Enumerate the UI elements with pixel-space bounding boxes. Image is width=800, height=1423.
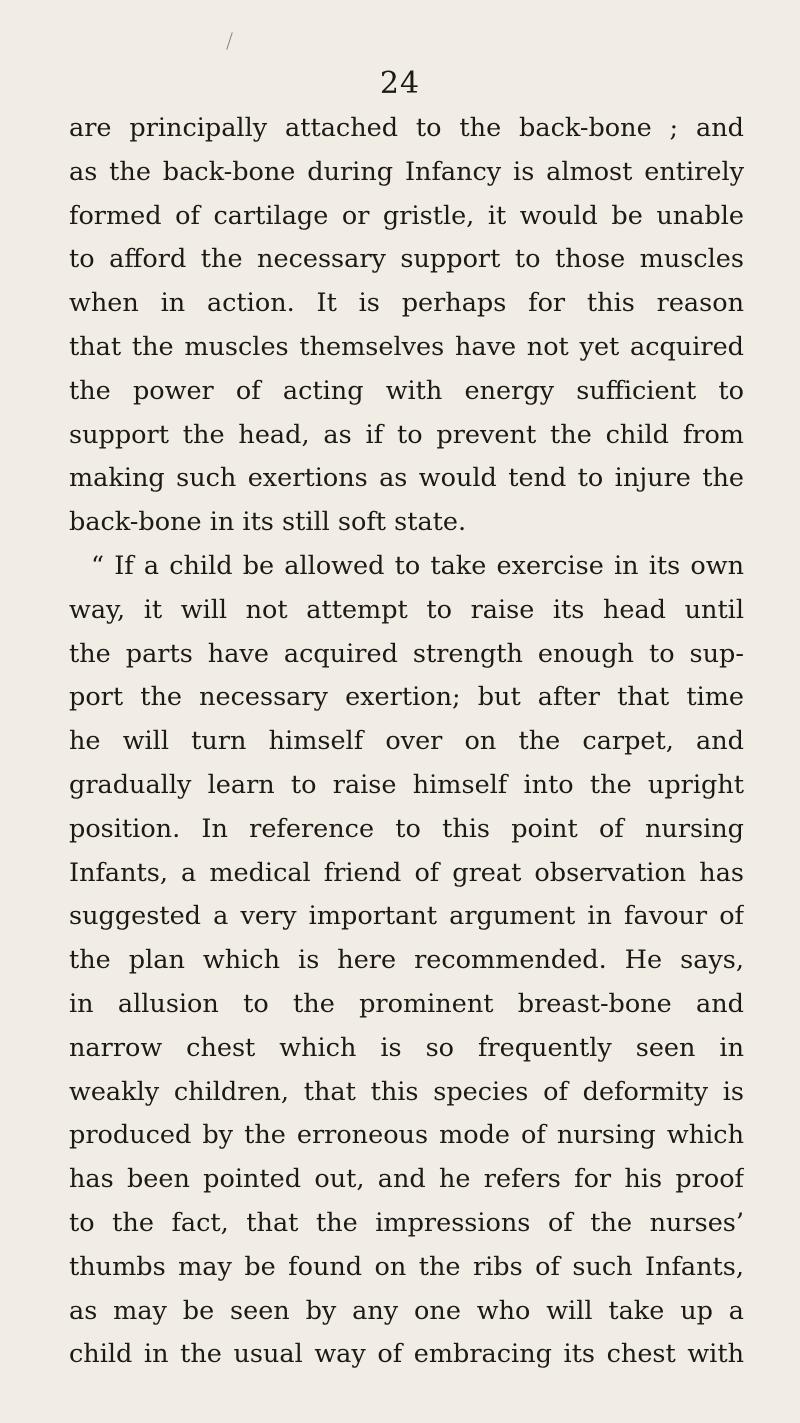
text-line: as the back-bone during Infancy is almost entirely	[69, 156, 744, 187]
text-line: support the head, as if to prevent the child from	[69, 419, 744, 450]
text-line: when in action. It is perhaps for this reason	[69, 288, 744, 319]
text-line: in allusion to the prominent breast-bone and	[69, 988, 744, 1019]
text-line: port the necessary exertion; but after that time	[69, 682, 744, 713]
text-line: making such exertions as would tend to injure the	[69, 463, 744, 494]
text-line: has been pointed out, and he refers for his proof	[69, 1164, 744, 1195]
body-text	[69, 107, 744, 1377]
text-line: narrow chest which is so frequently seen in	[69, 1032, 744, 1063]
text-line: the parts have acquired strength enough to sup-	[69, 638, 744, 669]
text-line: he will turn himself over on the carpet, and	[69, 726, 744, 757]
text-line: child in the usual way of embracing its chest with	[69, 1339, 744, 1370]
text-line: Infants, a medical friend of great observation has	[69, 857, 744, 888]
text-line: produced by the erroneous mode of nursing which	[69, 1120, 744, 1151]
text-line: the power of acting with energy sufficient to	[69, 375, 744, 406]
text-line: are principally attached to the back-bone ; and	[69, 113, 744, 143]
text-line: gradually learn to raise himself into the upright	[69, 769, 744, 800]
text-line: as may be seen by any one who will take up a	[69, 1295, 744, 1326]
text-line: suggested a very important argument in favour of	[69, 901, 744, 932]
text-line: position. In reference to this point of nursing	[69, 813, 744, 844]
paragraph-start-line: “ If a child be allowed to take exercise in its own	[91, 550, 744, 581]
text-line: to the fact, that the impressions of the nurses’	[69, 1207, 744, 1238]
stray-pencil-mark	[226, 32, 233, 49]
paragraph-end-line: back-bone in its still soft state.	[69, 507, 467, 538]
text-line: to afford the necessary support to those muscles	[69, 244, 744, 275]
text-line: way, it will not attempt to raise its head until	[69, 594, 744, 625]
text-line: the plan which is here recommended. He says,	[69, 945, 744, 976]
page-number: 24	[379, 66, 421, 101]
text-line: thumbs may be found on the ribs of such Infants,	[69, 1251, 744, 1282]
text-line: that the muscles themselves have not yet acquired	[69, 331, 744, 362]
text-line: weakly children, that this species of deformity is	[69, 1076, 744, 1107]
text-line: formed of cartilage or gristle, it would be unable	[69, 200, 744, 231]
